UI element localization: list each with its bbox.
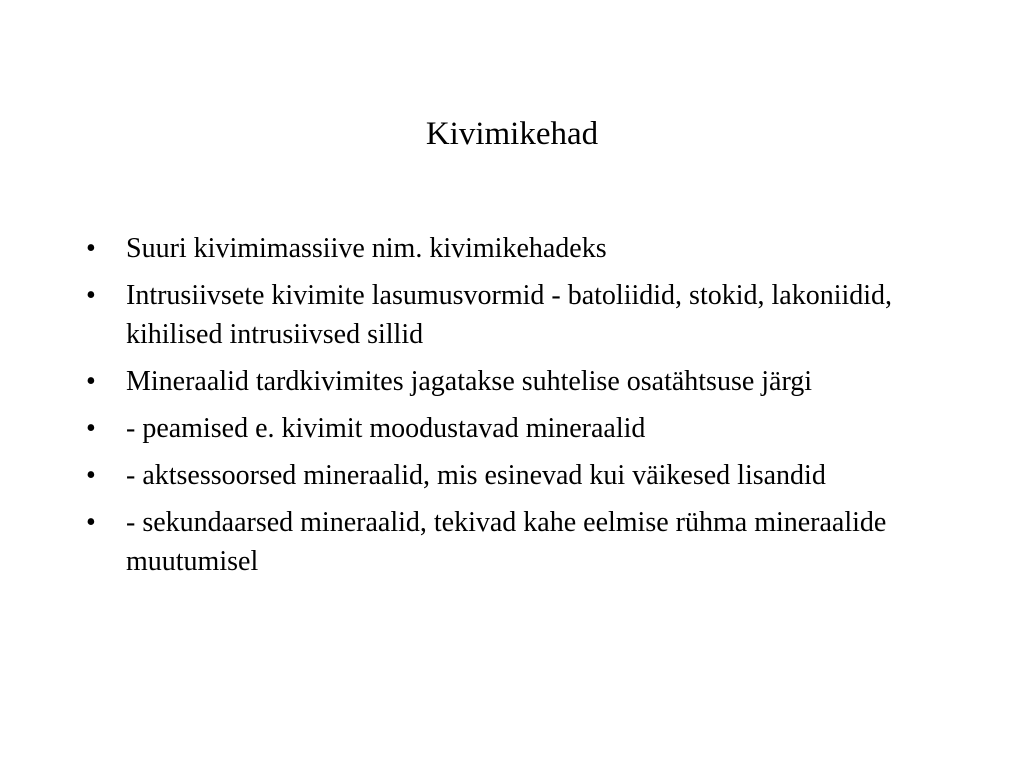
bullet-dot-icon: • — [86, 233, 96, 264]
bullet-item — [86, 456, 926, 495]
bullet-item — [86, 362, 926, 401]
bullet-dot-icon: • — [86, 460, 96, 491]
bullet-dot-icon: • — [86, 366, 96, 397]
bullet-text: - peamised e. kivimit moodustavad mineraalid — [126, 413, 646, 444]
bullet-text: Suuri kivimimassiive nim. kivimikehadeks — [126, 233, 607, 264]
bullet-item — [86, 229, 926, 268]
bullet-dot-icon: • — [86, 507, 96, 538]
bullet-list — [86, 229, 926, 589]
bullet-item — [86, 503, 926, 581]
bullet-text: - sekundaarsed mineraalid, tekivad kahe eelmise rühma mineraalide muutumisel — [126, 507, 887, 577]
slide-title: Kivimikehad — [425, 116, 599, 152]
bullet-dot-icon: • — [86, 280, 96, 311]
bullet-item — [86, 276, 926, 354]
bullet-text: Intrusiivsete kivimite lasumusvormid - batoliidid, stokid, lakoniidid, kihilised intrusiivsed sillid — [126, 280, 893, 350]
bullet-dot-icon: • — [86, 413, 96, 444]
bullet-text: - aktsessoorsed mineraalid, mis esinevad kui väikesed lisandid — [126, 460, 826, 491]
bullet-item — [86, 409, 926, 448]
bullet-text: Mineraalid tardkivimites jagatakse suhtelise osatähtsuse järgi — [126, 366, 813, 397]
